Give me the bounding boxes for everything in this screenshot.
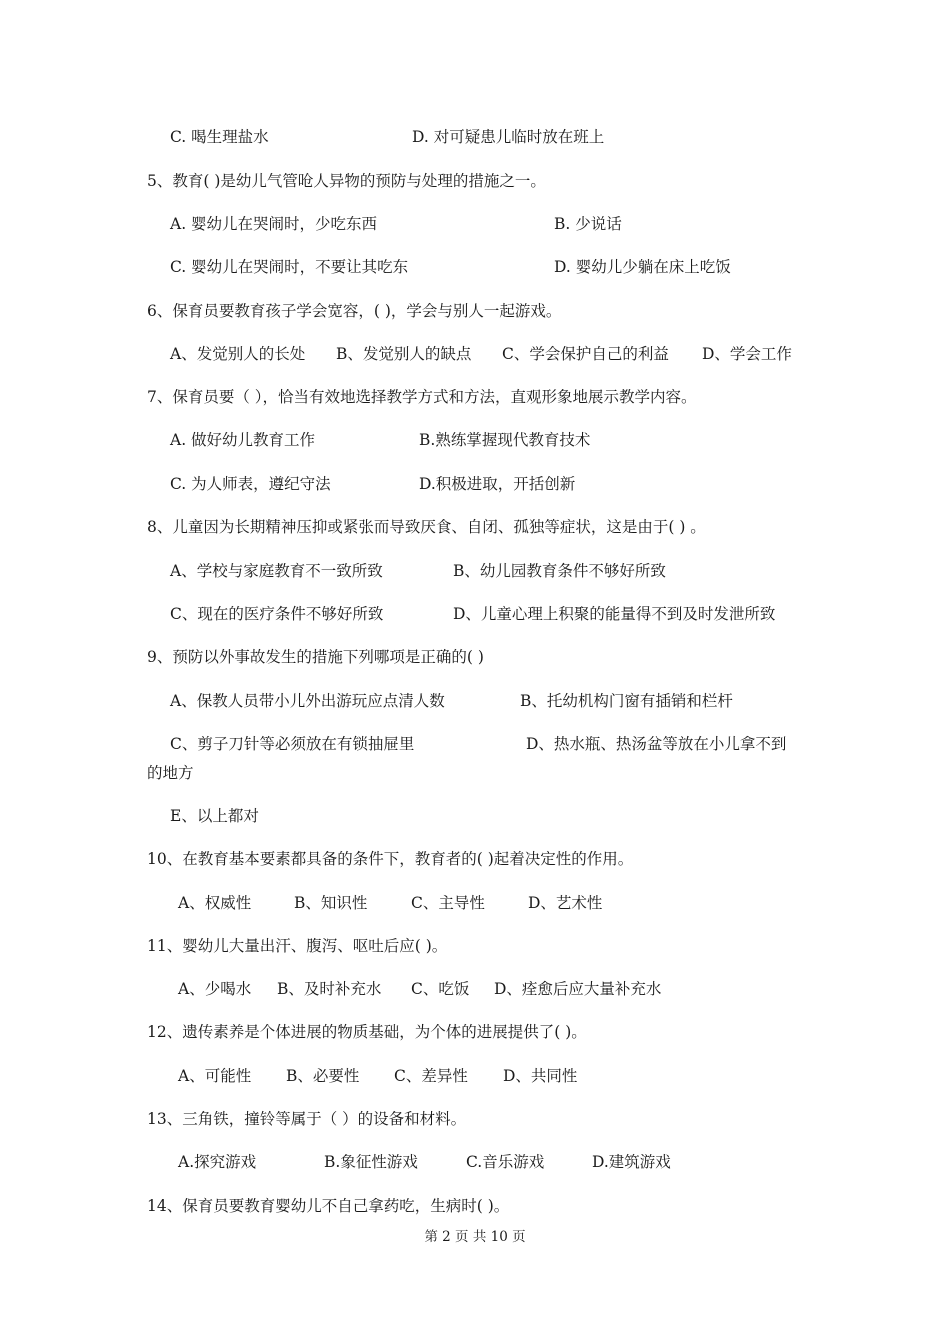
q9-option-e: E、以上都对 — [170, 807, 259, 825]
question-14-stem: 14、保育员要教育婴幼儿不自己拿药吃，生病时( )。 — [147, 1197, 510, 1215]
q10-option-c: C、主导性 — [411, 894, 485, 912]
q11-option-b: B、及时补充水 — [277, 980, 382, 998]
q9-option-a: A、保教人员带小儿外出游玩应点清人数 — [170, 692, 445, 710]
question-9-stem: 9、预防以外事故发生的措施下列哪项是正确的( ) — [147, 648, 484, 666]
q7-option-b: B.熟练掌握现代教育技术 — [419, 431, 591, 449]
page-number: 第 2 页 共 10 页 — [424, 1229, 526, 1245]
q11-option-d: D、痊愈后应大量补充水 — [494, 980, 662, 998]
q7-option-a: A. 做好幼儿教育工作 — [170, 431, 316, 449]
q11-option-c: C、吃饭 — [411, 980, 470, 998]
q5-option-c: C. 婴幼儿在哭闹时，不要让其吃东 — [170, 258, 409, 276]
q9-option-d: D、热水瓶、热汤盆等放在小儿拿不到 — [526, 735, 787, 753]
q5-option-b: B. 少说话 — [554, 215, 622, 233]
q5-option-d: D. 婴幼儿少躺在床上吃饭 — [554, 258, 731, 276]
q8-option-c: C、现在的医疗条件不够好所致 — [170, 605, 384, 623]
q12-option-b: B、必要性 — [286, 1067, 360, 1085]
question-6-stem: 6、保育员要教育孩子学会宽容，( )，学会与别人一起游戏。 — [147, 302, 562, 320]
q8-option-a: A、学校与家庭教育不一致所致 — [170, 562, 383, 580]
q8-option-d: D、儿童心理上积聚的能量得不到及时发泄所致 — [453, 605, 776, 623]
question-11-stem: 11、婴幼儿大量出汗、腹泻、呕吐后应( )。 — [147, 937, 448, 955]
question-8-stem: 8、儿童因为长期精神压抑或紧张而导致厌食、自闭、孤独等症状，这是由于( ) 。 — [147, 518, 706, 536]
q6-option-b: B、发觉别人的缺点 — [336, 345, 472, 363]
q9-option-c: C、剪子刀针等必须放在有锁抽屉里 — [170, 735, 415, 753]
question-13-stem: 13、三角铁，撞铃等属于（ ）的设备和材料。 — [147, 1110, 467, 1128]
q12-option-d: D、共同性 — [503, 1067, 578, 1085]
q12-option-a: A、可能性 — [178, 1067, 252, 1085]
q12-option-c: C、差异性 — [394, 1067, 468, 1085]
q13-option-d: D.建筑游戏 — [592, 1153, 671, 1171]
q8-option-b: B、幼儿园教育条件不够好所致 — [453, 562, 666, 580]
q6-option-d: D、学会工作 — [702, 345, 792, 363]
q11-option-a: A、少喝水 — [178, 980, 252, 998]
q9-option-b: B、托幼机构门窗有插销和栏杆 — [520, 692, 733, 710]
q4-option-d: D. 对可疑患儿临时放在班上 — [412, 128, 605, 146]
q13-option-c: C.音乐游戏 — [466, 1153, 545, 1171]
q5-option-a: A. 婴幼儿在哭闹时，少吃东西 — [170, 215, 378, 233]
question-7-stem: 7、保育员要（ ），恰当有效地选择教学方式和方法，直观形象地展示教学内容。 — [147, 388, 697, 406]
q13-option-b: B.象征性游戏 — [324, 1153, 418, 1171]
q13-option-a: A.探究游戏 — [178, 1153, 257, 1171]
question-10-stem: 10、在教育基本要素都具备的条件下，教育者的( )起着决定性的作用。 — [147, 850, 634, 868]
q6-option-a: A、发觉别人的长处 — [170, 345, 306, 363]
q4-option-c: C. 喝生理盐水 — [170, 128, 269, 146]
q7-option-d: D.积极进取，开括创新 — [419, 475, 576, 493]
q9-option-d-continued: 的地方 — [147, 764, 194, 782]
q10-option-d: D、艺术性 — [528, 894, 603, 912]
q10-option-a: A、权威性 — [178, 894, 252, 912]
question-5-stem: 5、教育( )是幼儿气管呛人异物的预防与处理的措施之一。 — [147, 172, 546, 190]
q7-option-c: C. 为人师表，遵纪守法 — [170, 475, 331, 493]
q10-option-b: B、知识性 — [294, 894, 368, 912]
q6-option-c: C、学会保护自己的利益 — [502, 345, 669, 363]
question-12-stem: 12、遗传素养是个体进展的物质基础，为个体的进展提供了( )。 — [147, 1023, 587, 1041]
